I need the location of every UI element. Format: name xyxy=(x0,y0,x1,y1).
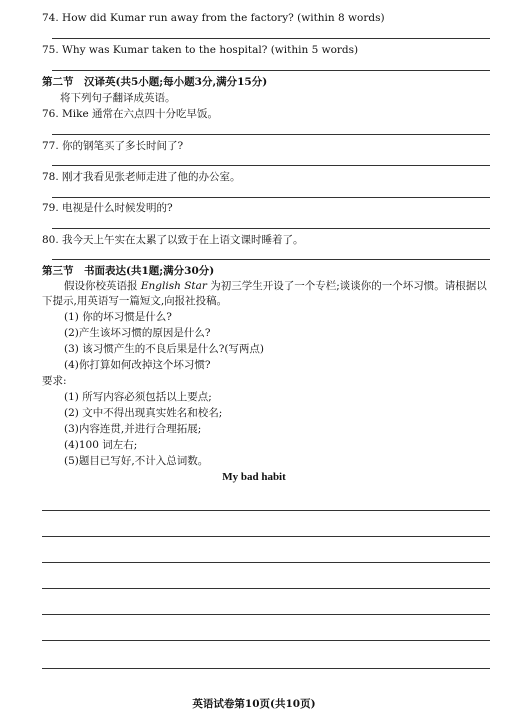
question-77: 77. 你的钢笔买了多长时间了? xyxy=(42,140,184,152)
essay-line[interactable] xyxy=(42,614,490,615)
requirement-5: (5)题目已写好,不计入总词数。 xyxy=(64,455,209,467)
prompt-4: (4)你打算如何改掉这个坏习惯? xyxy=(64,359,211,371)
question-74: 74. How did Kumar run away from the factory? (within 8 words) xyxy=(42,12,385,24)
prompt-3: (3) 该习惯产生的不良后果是什么?(写两点) xyxy=(64,343,265,355)
prompt-1: (1) 你的坏习惯是什么? xyxy=(64,311,172,323)
question-76: 76. Mike 通常在六点四十分吃早饭。 xyxy=(42,108,219,120)
question-78: 78. 刚才我看见张老师走进了他的办公室。 xyxy=(42,171,241,183)
requirement-2: (2) 文中不得出现真实姓名和校名; xyxy=(64,407,223,419)
answer-line-80[interactable] xyxy=(52,259,490,260)
essay-line[interactable] xyxy=(42,588,490,589)
answer-line-74[interactable] xyxy=(52,38,490,39)
section2-header: 第二节 汉译英(共5小题;每小题3分,满分15分) xyxy=(42,76,268,88)
essay-line[interactable] xyxy=(42,510,490,511)
prompt-2: (2)产生该坏习惯的原因是什么? xyxy=(64,327,211,339)
section3-intro xyxy=(42,279,490,309)
requirement-3: (3)内容连贯,并进行合理拓展; xyxy=(64,423,202,435)
essay-title: My bad habit xyxy=(222,471,286,483)
section2-instruction: 将下列句子翻译成英语。 xyxy=(60,92,176,104)
essay-line[interactable] xyxy=(42,640,490,641)
requirement-1: (1) 所写内容必须包括以上要点; xyxy=(64,391,212,403)
answer-line-79[interactable] xyxy=(52,228,490,229)
answer-line-77[interactable] xyxy=(52,165,490,166)
essay-line[interactable] xyxy=(42,536,490,537)
answer-line-78[interactable] xyxy=(52,197,490,198)
intro-text-after: 为初三学生开设了一个专栏;谈谈你的一个坏习惯。请根据以下提示,用英语写一篇短文,向报社投稿。 xyxy=(42,280,487,307)
answer-line-75[interactable] xyxy=(52,70,490,71)
question-75: 75. Why was Kumar taken to the hospital? (within 5 words) xyxy=(42,44,359,56)
question-79: 79. 电视是什么时候发明的? xyxy=(42,202,173,214)
intro-text-before: 假设你校英语报 xyxy=(64,280,138,292)
requirement-4: (4)100 词左右; xyxy=(64,439,138,451)
newspaper-name: English Star xyxy=(140,280,207,292)
requirements-label: 要求: xyxy=(42,375,67,387)
essay-line[interactable] xyxy=(42,668,490,669)
page-footer: 英语试卷第10页(共10页) xyxy=(192,698,316,710)
answer-line-76[interactable] xyxy=(52,134,490,135)
essay-line[interactable] xyxy=(42,562,490,563)
question-80: 80. 我今天上午实在太累了以致于在上语文课时睡着了。 xyxy=(42,234,304,246)
section3-header: 第三节 书面表达(共1题;满分30分) xyxy=(42,265,215,277)
